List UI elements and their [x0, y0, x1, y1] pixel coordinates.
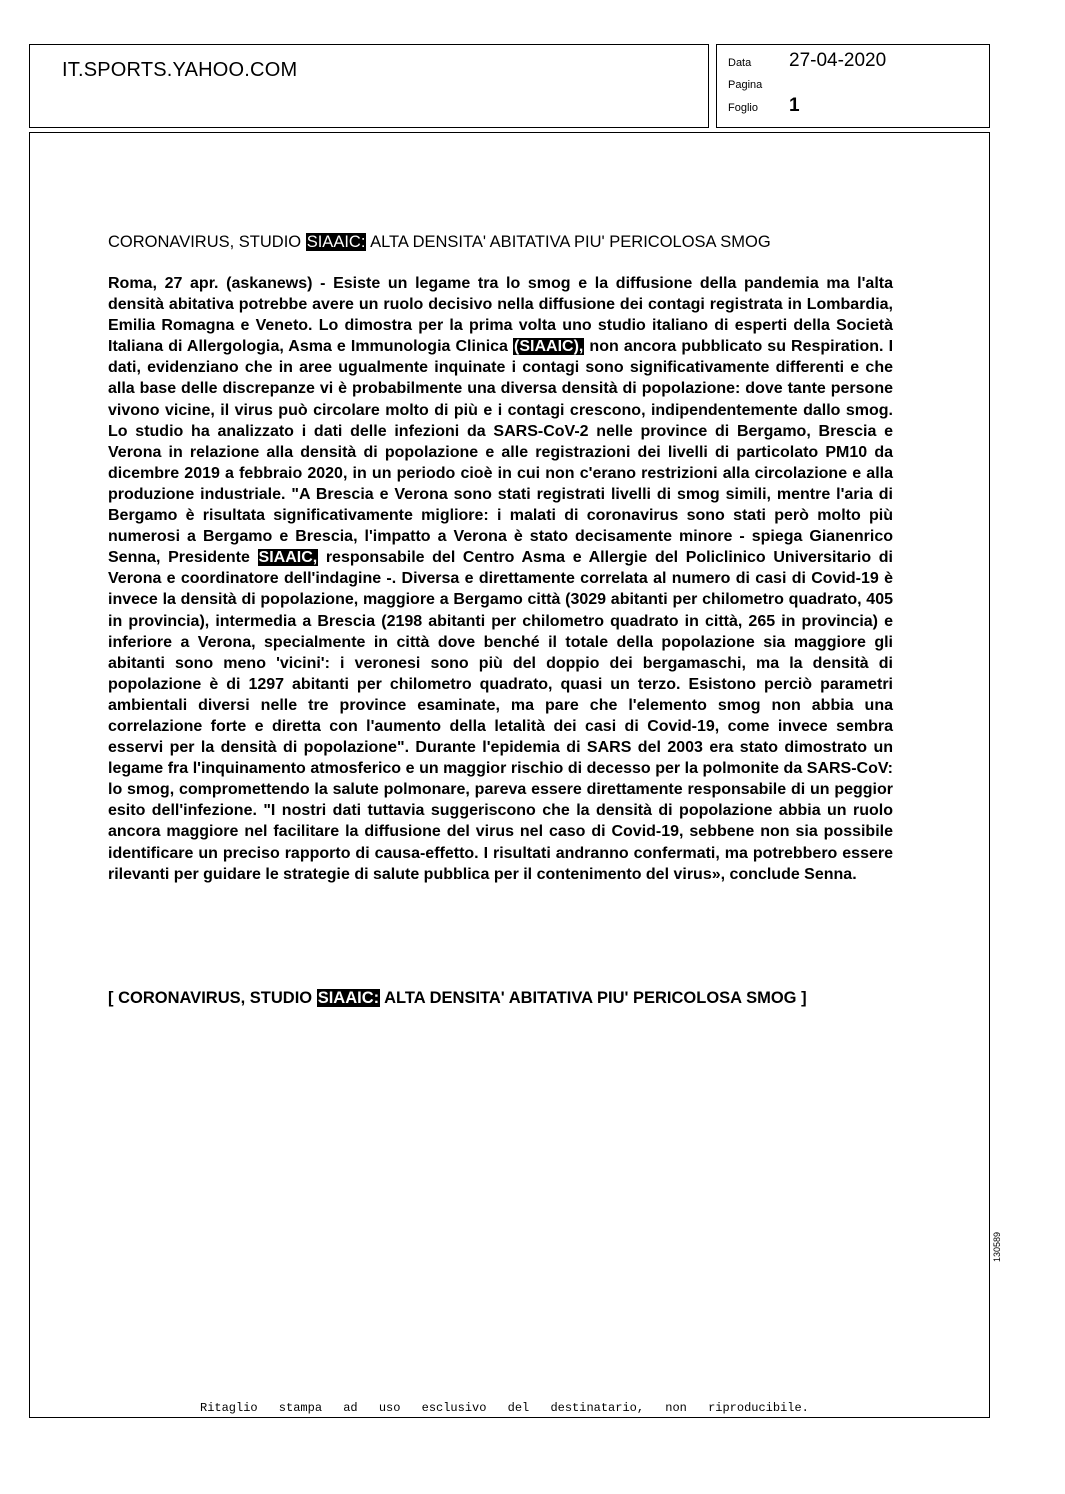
footer-title-text: [ CORONAVIRUS, STUDIO	[108, 989, 317, 1007]
sheet-label: Foglio	[728, 102, 758, 114]
headline-tag-highlight: SIAAIC:	[306, 233, 366, 251]
footer-title-text-end: ALTA DENSITA' ABITATIVA PIU' PERICOLOSA SMOG ]	[380, 989, 807, 1007]
source-header-box	[29, 44, 709, 128]
body-tag-highlight-1: (SIAAIC),	[514, 338, 584, 356]
article-footer-title	[108, 989, 807, 1008]
footer-tag-highlight: SIAAIC:	[317, 989, 380, 1007]
date-value: 27-04-2020	[789, 50, 887, 71]
sheet-value: 1	[789, 95, 800, 116]
article-headline	[108, 233, 771, 252]
body-tag-highlight-2: SIAAIC,	[258, 549, 318, 567]
source-name: IT.SPORTS.YAHOO.COM	[62, 59, 298, 81]
meta-header-box	[716, 44, 990, 128]
document-code: 130589	[992, 1231, 1002, 1262]
bottom-divider	[29, 1417, 990, 1418]
article-body	[108, 273, 893, 885]
date-label: Data	[728, 57, 752, 69]
headline-text: CORONAVIRUS, STUDIO	[108, 233, 306, 251]
body-part-1: Roma, 27 apr. (askanews) - Esiste un legame tra lo smog e la diffusione della pandemia ma l'alta densità abitativa potrebbe avere un ruolo decisivo nella diffusione dei contagi registrata in Lombardia, Emilia Romagna e Veneto. Lo dimostra per la prima volta uno studio italiano di esperti della Società Italiana di Allergologia, Asma e Immunologia Clinica	[108, 275, 893, 356]
disclaimer-text: Ritaglio stampa ad uso esclusivo del destinatario, non riproducibile.	[200, 1401, 809, 1415]
body-part-2: non ancora pubblicato su Respiration. I dati, evidenziano che in aree ugualmente inquinate i contagi sono significativamente differenti e che alla base delle discrepanze vi è probabilmente una diversa densità di popolazione: dove tante persone vivono vicine, il virus può circolare molto di più e i contagi crescono, indipendentemente dallo smog. Lo studio ha analizzato i dati delle infezioni da SARS-CoV-2 nelle province di Bergamo, Brescia e Verona in relazione alla densità di popolazione e alle registrazioni dei livelli di particolato PM10 da dicembre 2019 a febbraio 2020, in un periodo cioè in cui non c'erano restrizioni alla circolazione e alla produzione industriale. "A Brescia e Verona sono stati registrati livelli di smog simili, mentre l'aria di Bergamo è risultata significativamente migliore: i malati di coronavirus sono stati però molto più numerosi a Bergamo e Brescia, l'impatto a Verona è stato decisamente minore - spiega Gianenrico Senna, Presidente	[108, 338, 894, 567]
body-part-3: responsabile del Centro Asma e Allergie del Policlinico Universitario di Verona e coordinatore dell'indagine -. Diversa e direttamente correlata al numero di casi di Covid-19 è invece la densità di popolazione, maggiore a Bergamo città (3029 abitanti per chilometro quadrato, 405 in provincia), intermedia a Brescia (2198 abitanti per chilometro quadrato in città, 265 in provincia) e inferiore a Verona, specialmente in città dove benché il totale della popolazione sia maggiore gli abitanti sono meno 'vicini': i veronesi sono più del doppio dei bergamaschi, ma la densità di popolazione è di 1297 abitanti per chilometro quadrato, quasi un terzo. Esistono perciò parametri ambientali diversi nelle tre province esaminate, ma pare che l'elemento smog non abbia una correlazione forte e diretta con l'aumento della letalità dei casi di Covid-19, come invece sembra esservi per la densità di popolazione". Durante l'epidemia di SARS del 2003 era stato dimostrato un legame fra l'inquinamento atmosferico e un maggior rischio di decesso per la polmonite da SARS-CoV: lo smog, compromettendo la salute polmonare, pareva essere direttamente responsabile di un peggior esito dell'infezione. "I nostri dati tuttavia suggeriscono che la densità di popolazione abbia un ruolo ancora maggiore nel facilitare la diffusione del virus nel caso di Covid-19, sebbene non sia possibile identificare un preciso rapporto di causa-effetto. I risultati andranno confermati, ma potrebbero essere rilevanti per guidare le strategie di salute pubblica per il contenimento del virus», conclude Senna.	[108, 549, 893, 883]
page-label: Pagina	[728, 79, 763, 91]
headline-text-end: ALTA DENSITA' ABITATIVA PIU' PERICOLOSA SMOG	[366, 233, 771, 251]
